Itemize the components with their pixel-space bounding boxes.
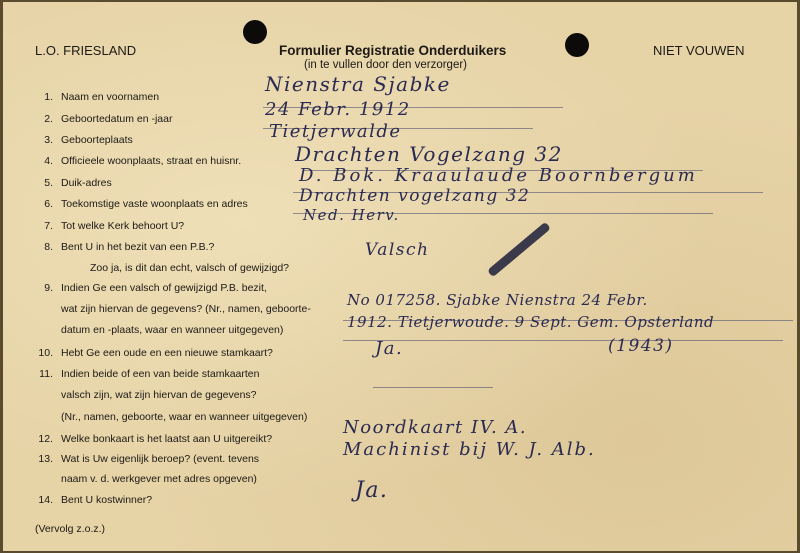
question-number: 3. (44, 134, 53, 146)
form-subtitle: (in te vullen door den verzorger) (304, 59, 467, 71)
question-label: Toekomstige vaste woonplaats en adres (61, 198, 248, 210)
question-label: Naam en voornamen (61, 91, 160, 103)
question-number: 14. (38, 494, 53, 506)
answer-bonkaart: Noordkaart IV. A. (343, 417, 528, 438)
answer-profession: Machinist bij W. J. Alb. (343, 439, 596, 460)
answer-pb-details-line2: 1912. Tietjerwoude. 9 Sept. Gem. Opsterland (347, 313, 715, 331)
form-title: Formulier Registratie Onderduikers (279, 43, 507, 58)
question-label: Indien Ge een valsch of gewijzigd P.B. bezit, (61, 282, 267, 294)
answer-birthplace: Tietjerwalde (269, 121, 402, 142)
answer-hiding-address: D. Bok. Kraaulaude Boornbergum (299, 165, 698, 186)
punch-hole-left (243, 20, 267, 44)
question-label: Geboorteplaats (61, 134, 133, 146)
question-label: Bent U in het bezit van een P.B.? (61, 241, 215, 253)
answer-pb: Valsch (365, 240, 430, 260)
question-label: datum en -plaats, waar en wanneer uitgegeven) (61, 324, 284, 336)
question-label: (Nr., namen, geboorte, waar en wanneer uitgegeven) (61, 411, 308, 423)
question-label: Officieele woonplaats, straat en huisnr. (61, 155, 242, 167)
question-label: Wat is Uw eigenlijk beroep? (event. tevens (61, 453, 260, 465)
question-label: naam v. d. werkgever met adres opgeven) (61, 473, 257, 485)
answer-church: Ned. Herv. (303, 206, 400, 224)
pencil-rule (373, 387, 493, 388)
question-label: Zoo ja, is dit dan echt, valsch of gewijzigd? (90, 262, 290, 274)
footer-note: (Vervolg z.o.z.) (35, 523, 106, 535)
answer-stamkaart: Ja. (375, 338, 404, 359)
question-label: valsch zijn, wat zijn hiervan de gegevens? (61, 389, 257, 401)
question-label: Welke bonkaart is het laatst aan U uitgereikt? (61, 433, 273, 445)
header-left: L.O. FRIESLAND (35, 43, 137, 58)
answer-stamkaart-year: (1943) (608, 336, 674, 356)
question-label: Duik-adres (61, 177, 112, 189)
question-number: 12. (38, 433, 53, 445)
question-number: 4. (44, 155, 53, 167)
question-label: Hebt Ge een oude en een nieuwe stamkaart? (61, 347, 273, 359)
answer-pb-details-line1: No 017258. Sjabke Nienstra 24 Febr. (347, 291, 648, 309)
answer-name: Nienstra Sjabke (265, 72, 451, 96)
pencil-strike (487, 222, 551, 278)
header-right: NIET VOUWEN (653, 43, 745, 58)
question-number: 13. (38, 453, 53, 465)
answer-future-address: Drachten vogelzang 32 (299, 186, 531, 206)
question-number: 5. (44, 177, 53, 189)
answer-breadwinner: Ja. (355, 478, 389, 503)
question-number: 10. (38, 347, 53, 359)
answer-birthdate: 24 Febr. 1912 (265, 99, 411, 120)
registration-card (3, 2, 797, 551)
question-label: Bent U kostwinner? (61, 494, 153, 506)
question-label: Tot welke Kerk behoort U? (61, 220, 185, 232)
question-label: Indien beide of een van beide stamkaarten (61, 368, 260, 380)
answer-residence: Drachten Vogelzang 32 (295, 142, 563, 166)
pencil-rule (343, 340, 783, 341)
question-number: 9. (44, 282, 53, 294)
question-number: 7. (44, 220, 53, 232)
question-number: 6. (44, 198, 53, 210)
punch-hole-right (565, 33, 589, 57)
question-number: 11. (39, 368, 53, 380)
question-number: 8. (44, 241, 53, 253)
question-number: 2. (44, 113, 53, 125)
question-label: wat zijn hiervan de gegevens? (Nr., namen, geboorte- (61, 303, 311, 315)
question-number: 1. (44, 91, 53, 103)
question-label: Geboortedatum en -jaar (61, 113, 173, 125)
